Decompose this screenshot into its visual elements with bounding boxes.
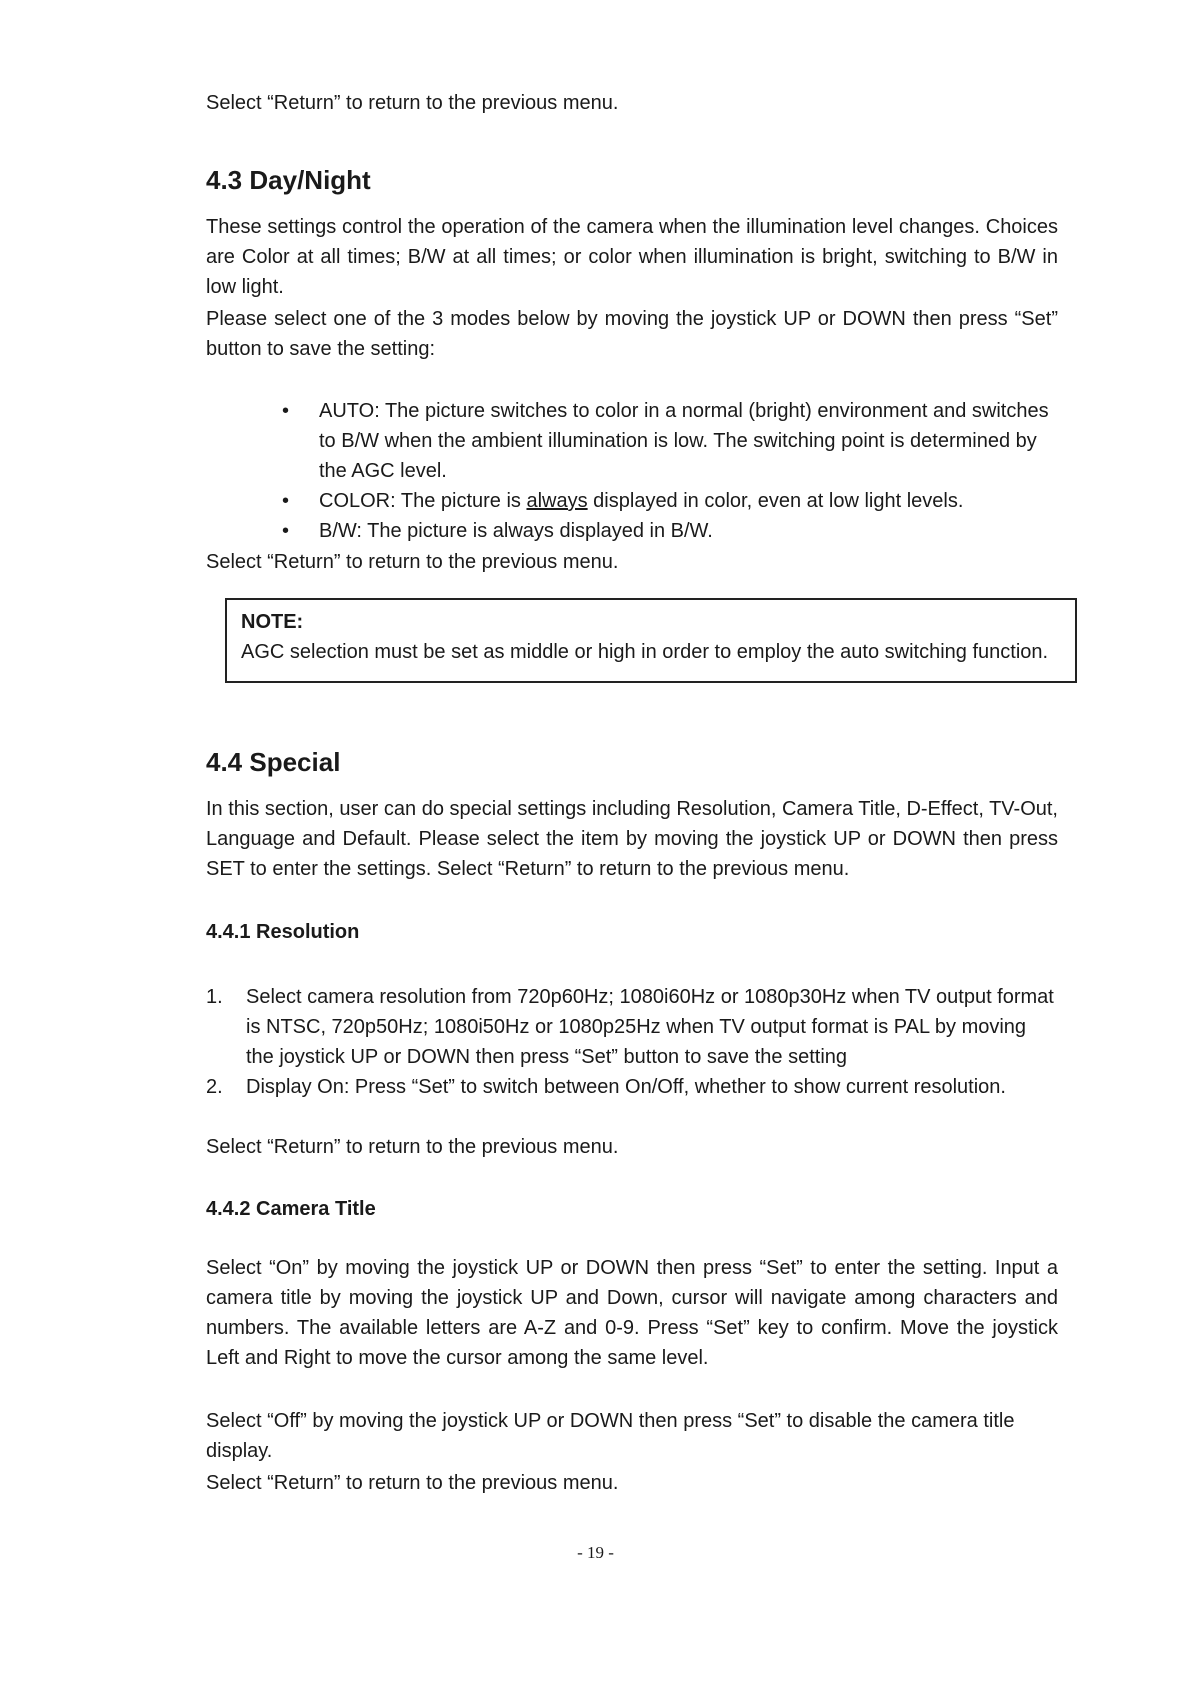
day-night-intro: These settings control the operation of the camera when the illumination level changes. Choices are Color at all times; B/W at all times; or color when illumination is bright, switching to B/W in low light. (206, 216, 1058, 298)
list-item-color (206, 486, 1058, 516)
note-body: AGC selection must be set as middle or high in order to employ the auto switching function. (241, 641, 1049, 663)
return-instruction-resolution: Select “Return” to return to the previous menu. (206, 1136, 619, 1158)
subsection-heading-camera-title: 4.4.2 Camera Title (206, 1198, 376, 1220)
color-mode-suffix: displayed in color, even at low light levels. (587, 490, 964, 512)
day-night-instruction: Please select one of the 3 modes below by moving the joystick UP or DOWN then press “Set” button to save the setting: (206, 308, 1058, 360)
color-mode-prefix: COLOR: The picture is (319, 490, 527, 512)
note-title: NOTE: (241, 611, 304, 633)
step-number: 2. (206, 1076, 223, 1098)
return-instruction-camera-title: Select “Return” to return to the previous menu. (206, 1472, 619, 1494)
bullet-icon: • (282, 520, 290, 542)
bullet-icon: • (282, 400, 290, 422)
step-text: Display On: Press “Set” to switch between On/Off, whether to show current resolution. (246, 1076, 1006, 1098)
list-item-step-2 (206, 1072, 1058, 1102)
step-text: Select camera resolution from 720p60Hz; 1080i60Hz or 1080p30Hz when TV output format is NTSC, 720p50Hz; 1080i50Hz or 1080p25Hz when TV output format is PAL by moving the joystick UP or DOWN then press “Set” button to save the setting (246, 986, 1054, 1068)
camera-title-off-text: Select “Off” by moving the joystick UP or DOWN then press “Set” to disable the camera title display. (206, 1410, 1015, 1462)
subsection-heading-resolution: 4.4.1 Resolution (206, 921, 360, 943)
list-item-auto (206, 396, 1058, 486)
list-item-bw (206, 516, 1058, 546)
color-mode-text (319, 490, 963, 512)
auto-mode-text: AUTO: The picture switches to color in a normal (bright) environment and switches to B/W when the ambient illumination is low. The switching point is determined by the AGC level. (319, 400, 1049, 482)
return-instruction-top: Select “Return” to return to the previous menu. (206, 92, 619, 114)
page-number: - 19 - (577, 1543, 614, 1562)
list-item-step-1 (206, 982, 1058, 1072)
return-instruction-day-night: Select “Return” to return to the previous menu. (206, 551, 619, 573)
special-intro: In this section, user can do special settings including Resolution, Camera Title, D-Effect, TV-Out, Language and Default. Please select the item by moving the joystick UP or DOWN then press SET to enter the settings. Select “Return” to return to the previous menu. (206, 798, 1058, 880)
step-number: 1. (206, 986, 223, 1008)
camera-title-on-text: Select “On” by moving the joystick UP or DOWN then press “Set” to enter the setting. Input a camera title by moving the joystick UP and Down, cursor will navigate among characters and numbers. The available letters are A-Z and 0-9. Press “Set” key to confirm. Move the joystick Left and Right to move the cursor among the same level. (206, 1257, 1058, 1369)
day-night-mode-list (206, 396, 1058, 546)
section-heading-day-night: 4.3 Day/Night (206, 165, 371, 195)
note-box (225, 598, 1077, 683)
section-heading-special: 4.4 Special (206, 747, 341, 777)
resolution-steps (206, 982, 1058, 1102)
bw-mode-text: B/W: The picture is always displayed in B/W. (319, 520, 713, 542)
bullet-icon: • (282, 490, 290, 512)
color-mode-emphasis: always (526, 490, 588, 512)
